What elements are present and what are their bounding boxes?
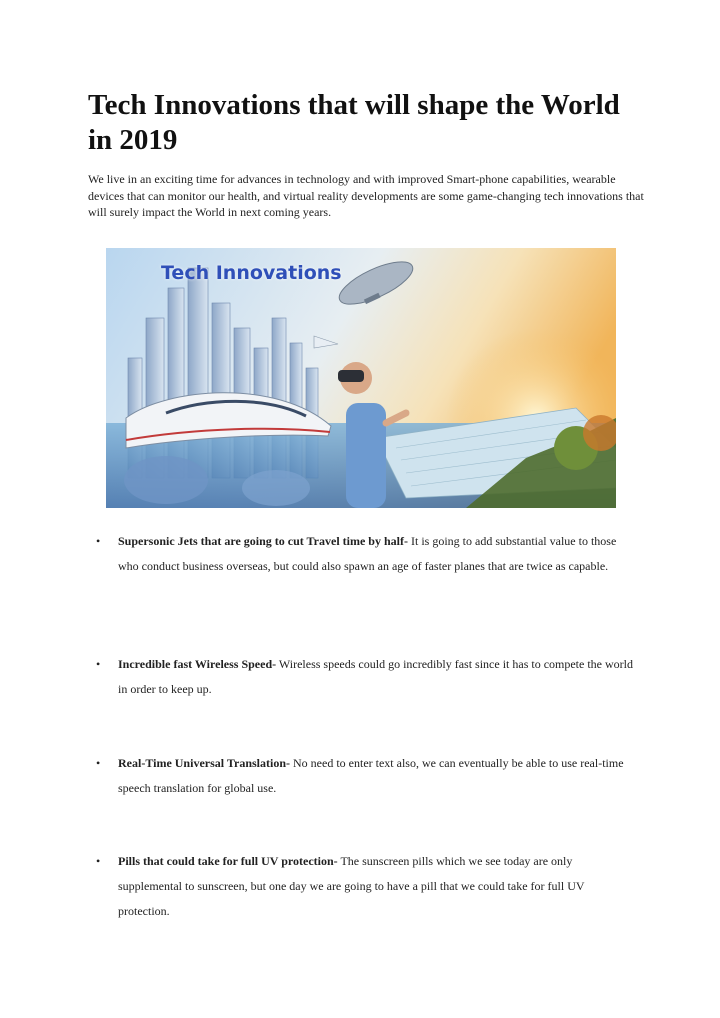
list-item-body: It is going to add substantial value to those who conduct business overseas, but could also spawn an age of faster planes that are twice as capable. (118, 534, 617, 573)
list-item-body: Wireless speeds could go incredibly fast since it has to compete the world in order to keep up. (118, 657, 633, 696)
page-title: Tech Innovations that will shape the World in 2019 (88, 89, 620, 156)
list-item-text (118, 652, 633, 702)
list-item-lead: Pills that could take for full UV protection- (118, 854, 338, 868)
intro-paragraph: We live in an exciting time for advances in technology and with improved Smart-phone capabilities, wearable devices that can monitor our health, and virtual reality developments are some game-changing tech innovations that will surely impact the World in next coming years. (88, 172, 644, 219)
list-item-body: The sunscreen pills which we see today are only supplemental to sunscreen, but one day we are going to have a pill that we could take for full UV protection. (118, 854, 585, 918)
list-item-lead: Supersonic Jets that are going to cut Travel time by half- (118, 534, 408, 548)
list-item-lead: Real-Time Universal Translation- (118, 756, 290, 770)
bullet-icon: • (96, 534, 101, 548)
list-item-lead: Incredible fast Wireless Speed- (118, 657, 277, 671)
bullet-icon: • (96, 756, 101, 770)
list-item-text (118, 751, 633, 801)
hero-image (106, 248, 616, 508)
list-item-text (118, 529, 633, 579)
hero-illustration (106, 248, 616, 508)
list-item-text (118, 849, 633, 924)
list-item-body: No need to enter text also, we can eventually be able to use real-time speech translation for global use. (118, 756, 624, 795)
bullet-icon: • (96, 657, 101, 671)
hero-banner-text: Tech Innovations (161, 262, 342, 284)
bullet-icon: • (96, 854, 101, 868)
